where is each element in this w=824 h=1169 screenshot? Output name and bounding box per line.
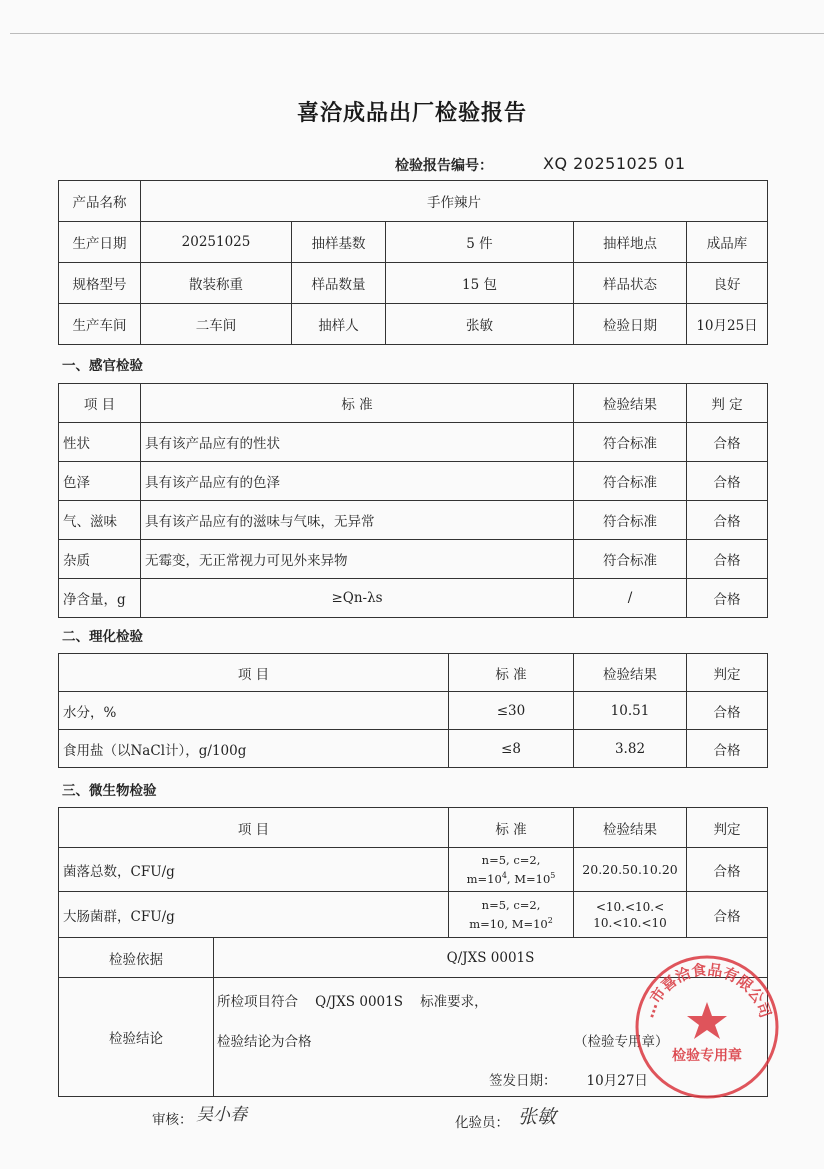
cell: 气、滋味 xyxy=(59,501,141,540)
standard-line xyxy=(453,868,569,887)
table-row xyxy=(59,730,768,768)
cell: 样品数量 xyxy=(292,263,386,304)
cell: 成品库 xyxy=(687,222,768,263)
report-number-value: XQ 20251025 01 xyxy=(543,154,686,173)
cell xyxy=(574,892,687,938)
standard-line: n=5, c=2, xyxy=(481,897,541,912)
cell: 抽样基数 xyxy=(292,222,386,263)
conclusion-label: 检验结论 xyxy=(59,978,214,1097)
col-header-judge: 判定 xyxy=(687,654,768,692)
cell: 合格 xyxy=(687,892,768,938)
cell: 生产车间 xyxy=(59,304,141,345)
cell: 杂质 xyxy=(59,540,141,579)
cell: 样品状态 xyxy=(574,263,687,304)
cell: 符合标准 xyxy=(574,540,687,579)
cell: 合格 xyxy=(687,730,768,768)
col-header-judge: 判 定 xyxy=(687,384,768,423)
cell: 3.82 xyxy=(574,730,687,768)
inspection-seal xyxy=(632,952,782,1102)
cell: 生产日期 xyxy=(59,222,141,263)
cell: 合格 xyxy=(687,462,768,501)
text: 签发日期： xyxy=(489,1073,557,1089)
table-row xyxy=(59,540,768,579)
cell: 性状 xyxy=(59,423,141,462)
table-row xyxy=(59,263,768,304)
cell: 抽样地点 xyxy=(574,222,687,263)
exponent: 5 xyxy=(550,870,556,880)
col-header-judge: 判定 xyxy=(687,808,768,848)
cell: 合格 xyxy=(687,423,768,462)
col-header-result: 检验结果 xyxy=(574,384,687,423)
conclusion-line1 xyxy=(217,990,488,1010)
sensory-table xyxy=(58,383,768,618)
physchem-section-title: 二、理化检验 xyxy=(62,629,143,645)
cell: 合格 xyxy=(687,848,768,892)
standard-line: n=5, c=2, xyxy=(481,852,541,867)
table-row xyxy=(59,462,768,501)
inspector-label: 化验员： xyxy=(455,1115,509,1131)
seal-top-text: …市喜洽食品有限公司 xyxy=(639,960,775,1021)
cell: 10.51 xyxy=(574,692,687,730)
cell: 水分，% xyxy=(59,692,449,730)
micro-section-title: 三、微生物检验 xyxy=(62,783,157,799)
text: m=10, M=10 xyxy=(469,916,548,931)
cell: 具有该产品应有的性状 xyxy=(141,423,574,462)
cell: 合格 xyxy=(687,540,768,579)
cell: 20251025 xyxy=(141,222,292,263)
top-rule xyxy=(10,33,824,34)
table-row xyxy=(59,579,768,618)
seal-bottom-text: 检验专用章 xyxy=(672,1048,742,1064)
table-row xyxy=(59,501,768,540)
cell: 合格 xyxy=(687,579,768,618)
table-row xyxy=(59,222,768,263)
table-row xyxy=(59,692,768,730)
cell: 大肠菌群，CFU/g xyxy=(59,892,449,938)
cell: 色泽 xyxy=(59,462,141,501)
table-row xyxy=(59,423,768,462)
report-number-label: 检验报告编号： xyxy=(395,158,493,174)
cell: 符合标准 xyxy=(574,423,687,462)
cell: 合格 xyxy=(687,501,768,540)
physchem-table xyxy=(58,653,768,768)
cell: 合格 xyxy=(687,692,768,730)
cell: 具有该产品应有的色泽 xyxy=(141,462,574,501)
col-header-result: 检验结果 xyxy=(574,808,687,848)
cell: 二车间 xyxy=(141,304,292,345)
conclusion-line2: 检验结论为合格 xyxy=(217,1034,312,1050)
col-header-standard: 标 准 xyxy=(141,384,574,423)
cell: 检验日期 xyxy=(574,304,687,345)
col-header-result: 检验结果 xyxy=(574,654,687,692)
col-header-item: 项 目 xyxy=(59,384,141,423)
cell: 净含量，g xyxy=(59,579,141,618)
cell: ≥Qn-λs xyxy=(141,579,574,618)
cell: 无霉变，无正常视力可见外来异物 xyxy=(141,540,574,579)
basis-label: 检验依据 xyxy=(59,938,214,978)
cell: 符合标准 xyxy=(574,501,687,540)
result-line: 10.<10.<10 xyxy=(593,915,667,930)
cell: / xyxy=(574,579,687,618)
exponent: 4 xyxy=(501,870,507,880)
col-header-item: 项 目 xyxy=(59,654,449,692)
table-row xyxy=(59,892,768,938)
report-title: 喜洽成品出厂检验报告 xyxy=(296,101,527,126)
cell: 散装称重 xyxy=(141,263,292,304)
cell xyxy=(449,848,574,892)
col-header-standard: 标 准 xyxy=(449,808,574,848)
product-name-label: 产品名称 xyxy=(59,181,141,222)
exponent: 2 xyxy=(547,915,553,925)
cell: 食用盐（以NaCl计），g/100g xyxy=(59,730,449,768)
col-header-standard: 标 准 xyxy=(449,654,574,692)
sensory-section-title: 一、感官检验 xyxy=(62,358,143,374)
basis-value: Q/JXS 0001S xyxy=(214,938,768,978)
cell: 20.20.50.10.20 xyxy=(574,848,687,892)
inspector-signature: 张敏 xyxy=(518,1106,557,1128)
text: , M=10 xyxy=(506,871,551,886)
text: 标准要求， xyxy=(420,994,488,1010)
seal-note: （检验专用章） xyxy=(574,1034,669,1050)
text: 所检项目符合 xyxy=(217,994,298,1010)
product-name: 手作辣片 xyxy=(141,181,768,222)
cell: 15 包 xyxy=(386,263,574,304)
cell: 10月25日 xyxy=(687,304,768,345)
reviewer-signature: 吴小春 xyxy=(196,1105,247,1125)
cell: 张敏 xyxy=(386,304,574,345)
product-info-table xyxy=(58,180,768,345)
cell: 菌落总数，CFU/g xyxy=(59,848,449,892)
col-header-item: 项 目 xyxy=(59,808,449,848)
cell: 5 件 xyxy=(386,222,574,263)
text: Q/JXS 0001S xyxy=(315,994,403,1010)
cell: 抽样人 xyxy=(292,304,386,345)
table-row xyxy=(59,304,768,345)
standard-line xyxy=(453,913,569,932)
cell: 规格型号 xyxy=(59,263,141,304)
cell: 符合标准 xyxy=(574,462,687,501)
cell xyxy=(449,892,574,938)
cell: 具有该产品应有的滋味与气味，无异常 xyxy=(141,501,574,540)
cell: ≤8 xyxy=(449,730,574,768)
table-row xyxy=(59,848,768,892)
star-icon xyxy=(687,1002,727,1039)
cell: 良好 xyxy=(687,263,768,304)
text: 10月27日 xyxy=(586,1073,648,1089)
result-line: <10.<10.< xyxy=(595,899,665,914)
text: m=10 xyxy=(466,871,502,886)
cell: ≤30 xyxy=(449,692,574,730)
issue-date xyxy=(489,1069,648,1089)
reviewer-label: 审核： xyxy=(152,1112,193,1128)
